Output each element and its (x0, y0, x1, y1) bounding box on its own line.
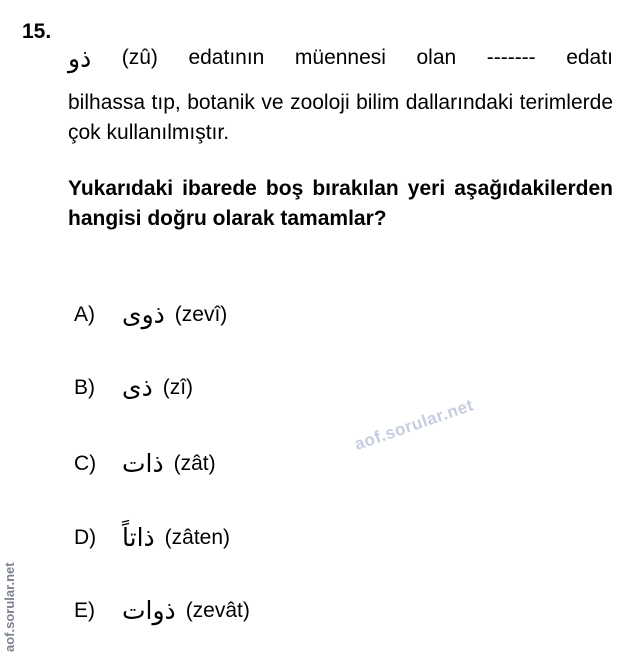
word: (zû) (121, 46, 158, 69)
option-arabic: ذات (122, 449, 164, 478)
option-label: D) (74, 525, 97, 549)
option-arabic: ذوات (122, 596, 176, 625)
option-c[interactable] (74, 449, 216, 478)
option-label: A) (74, 302, 95, 326)
option-arabic: ذاتاً (122, 523, 155, 552)
question-number: 15. (22, 20, 52, 43)
option-text: (zî) (162, 375, 194, 399)
option-text: (zâten) (164, 525, 231, 549)
option-a[interactable] (74, 300, 227, 329)
word: müennesi (294, 46, 386, 69)
question-text: bilhassa tıp, botanik ve zooloji bilim dallarındaki terimlerde çok kullanılmıştır. (68, 91, 613, 144)
side-watermark: aof.sorular.net (2, 562, 17, 652)
blank: ------- (486, 46, 536, 69)
question-first-line (68, 40, 613, 76)
option-arabic: ذوى (122, 300, 165, 329)
option-e[interactable] (74, 596, 250, 625)
word: edatının (188, 46, 265, 69)
option-text: (zât) (173, 451, 216, 475)
option-label: B) (74, 375, 95, 399)
option-label: E) (74, 598, 95, 622)
question-prompt: Yukarıdaki ibarede boş bırakılan yeri aşağıdakilerden hangisi doğru olarak tamamlar? (68, 177, 613, 230)
arabic-term: ذو (68, 43, 92, 73)
option-d[interactable] (74, 523, 230, 552)
watermark: aof.sorular.net (352, 395, 477, 454)
option-arabic: ذى (122, 373, 153, 402)
word: olan (416, 46, 457, 69)
option-b[interactable] (74, 373, 193, 402)
option-label: C) (74, 451, 97, 475)
word: edatı (566, 46, 613, 69)
option-text: (zevât) (185, 598, 250, 622)
option-text: (zevî) (174, 302, 228, 326)
